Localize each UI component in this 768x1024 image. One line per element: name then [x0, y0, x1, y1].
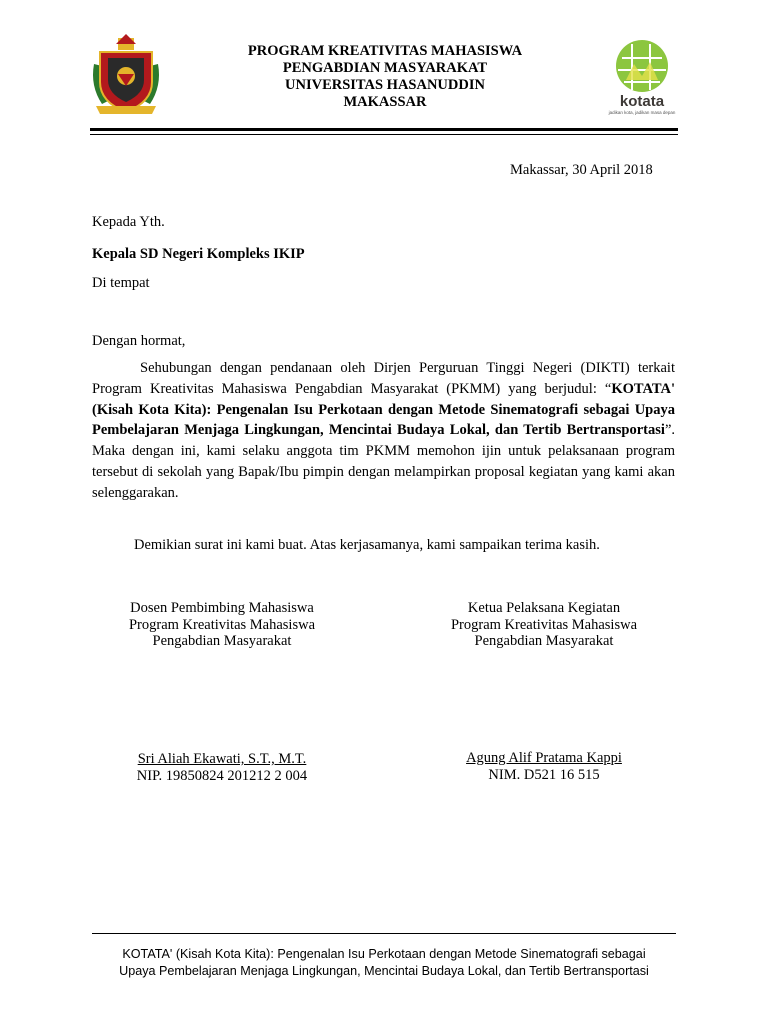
letterhead-line-2: PENGABDIAN MASYARAKAT — [282, 60, 488, 76]
letterhead-title — [180, 43, 590, 111]
kotata-logo-icon — [604, 36, 680, 96]
letter-date: Makassar, 30 April 2018 — [510, 162, 653, 178]
signature-right-name-block — [424, 750, 664, 783]
kotata-logo-tagline: jadikan kota, jadikan masa depan — [608, 110, 676, 115]
footer-divider — [92, 933, 676, 934]
letterhead-line-1: PROGRAM KREATIVITAS MAHASISWA — [247, 43, 523, 59]
closing-sentence: Demikian surat ini kami buat. Atas kerjasamanya, kami sampaikan terima kasih. — [134, 537, 600, 553]
left-role-line-2: Program Kreativitas Mahasiswa — [128, 616, 316, 633]
signature-left-name-block — [102, 751, 342, 784]
unhas-emblem-icon — [88, 34, 164, 116]
recipient-name: Kepala SD Negeri Kompleks IKIP — [92, 246, 305, 262]
left-role-line-3: Pengabdian Masyarakat — [152, 633, 292, 649]
header-divider-thin — [90, 134, 678, 135]
body-paragraph — [92, 358, 675, 504]
salutation: Dengan hormat, — [92, 333, 186, 349]
right-role-line-1: Ketua Pelaksana Kegiatan — [467, 600, 621, 616]
body-text-part2: ”. Maka dengan ini, kami selaku anggota tim PKMM memohon ijin untuk pelaksanaan program tersebut di sekolah yang Bapak/Ibu pimpin dengan melampirkan proposal kegiatan yang kami akan selenggarakan. — [92, 422, 675, 501]
right-signatory-name: Agung Alif Pratama Kappi — [466, 750, 622, 766]
signature-right — [424, 600, 664, 650]
body-text-part1: Sehubungan dengan pendanaan oleh Dirjen Perguruan Tinggi Negeri (DIKTI) terkait Program Kreativitas Mahasiswa Pengabdian Masyarakat (PKMM) yang berjudul: “ — [92, 360, 675, 397]
footer-line-1: KOTATA' (Kisah Kota Kita): Pengenalan Isu Perkotaan dengan Metode Sinematografi sebagai — [122, 947, 646, 961]
right-signatory-id: NIM. D521 16 515 — [488, 766, 600, 783]
right-role-line-2: Program Kreativitas Mahasiswa — [450, 616, 638, 633]
left-signatory-id: NIP. 19850824 201212 2 004 — [136, 767, 308, 784]
header-divider-thick — [90, 128, 678, 131]
letterhead-line-3: UNIVERSITAS HASANUDDIN — [285, 77, 485, 93]
left-signatory-name: Sri Aliah Ekawati, S.T., M.T. — [137, 751, 307, 767]
right-role-line-3: Pengabdian Masyarakat — [474, 633, 614, 649]
recipient-greeting: Kepada Yth. — [92, 214, 165, 230]
left-role-line-1: Dosen Pembimbing Mahasiswa — [130, 600, 314, 616]
letterhead-line-4: MAKASSAR — [343, 94, 427, 110]
kotata-logo — [604, 36, 680, 120]
kotata-logo-text: kotata — [619, 93, 665, 110]
footer — [92, 946, 676, 980]
signature-left — [102, 600, 342, 650]
recipient-place: Di tempat — [92, 275, 150, 291]
program-title: KOTATA' (Kisah Kota Kita): Pengenalan Isu Perkotaan dengan Metode Sinematografi sebagai Upaya Pembelajaran Menjaga Lingkungan, Mencintai Budaya Lokal, dan Tertib Bertransportasi — [92, 380, 675, 439]
footer-line-2: Upaya Pembelajaran Menjaga Lingkungan, Mencintai Budaya Lokal, dan Tertib Bertransportasi — [119, 964, 649, 978]
